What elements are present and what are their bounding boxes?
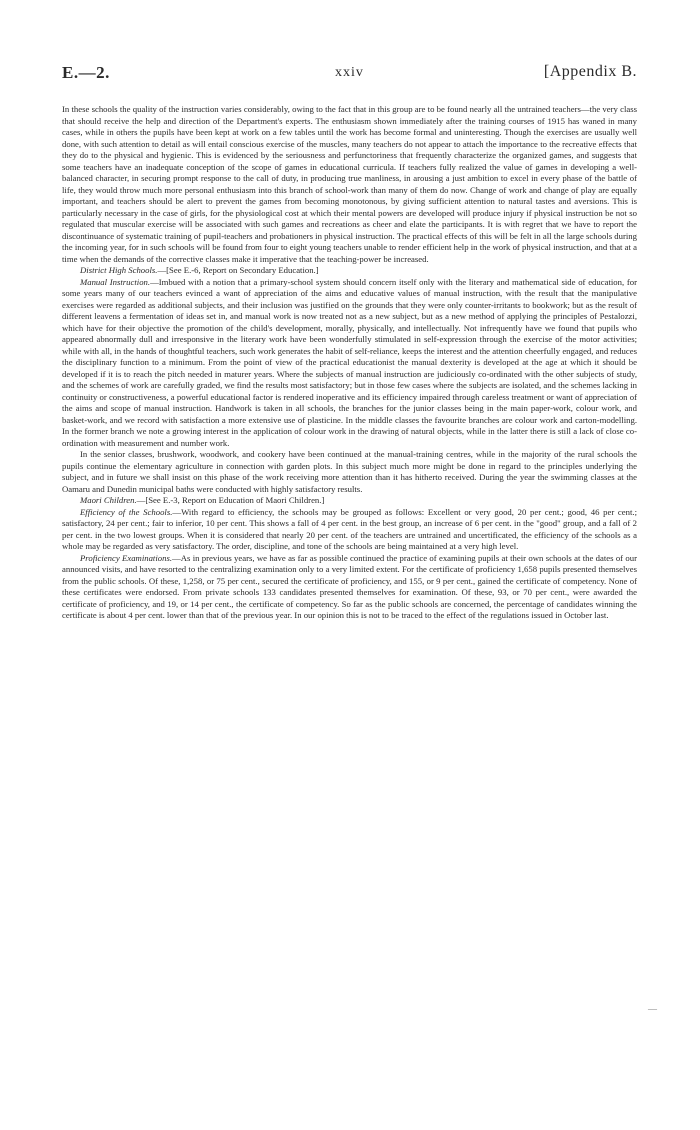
section-heading: Manual Instruction. [80,276,151,287]
section-heading: Proficiency Examinations. [80,552,173,563]
paragraph-manual-instruction: Manual Instruction.—Imbued with a notion that a primary-school system should concern itself only with the literary and mathematical side of education, for some years many of our teachers evinced a want of appreciation of the aims and educative values of manual instruction, with the result that the manipulative exercises were regarded as additional subjects, and their inclusion was justified on the grounds that they were only counter-irritants to bookwork; but as the result of different leavens a fermentation of ideas set in, and manual work is now treated not as a new subject, but as a new method of applying the principles of Pestalozzi, which have for their objective the promotion of the child's development, morally, physically, and intellectually. Not infrequently have we found that pupils who appeared abnormally dull and irresponsive in the literary work have been wonderfully stimulated in self-expression through the exercise of the motor activities; while with all, in the hands of thoughtful teachers, such work generates the habit of self-reliance, keeps the interest and the attention cheerfully engaged, and reduces the disciplinary function to a minimum. From the point of view of the practical educationist the manual dexterity is developed at the age at which it should be developed if it is to reach the pitch needed in maturer years. Where the subjects of manual instruction are judiciously co-ordinated with the other subjects of study, and the schemes of work are carefully graded, we find the results most satisfactory; but in those few cases where the subjects are isolated, and the schemes lacking in continuity or constructiveness, a powerful educational factor is rendered inoperative and its efficiency impaired through careless treatment or want of appreciation of the aims and scope of manual instruction. Handwork is taken in all schools, the branches for the junior classes being in the main paper-work, colour work, and basket-work, and we record with satisfaction a more extensive use of plasticine. In the middle classes the favourite branches are colour work and carton-modelling. In the former branch we note a growing interest in the application of colour work in the drawing of natural objects, while in the latter there is still a lack of close co-ordination with measurement and number work. [62,276,638,448]
report-code: E.—2. [62,63,110,82]
paragraph-senior-classes: In the senior classes, brushwork, woodwork, and cookery have been continued at the manual-training centres, while in the majority of the rural schools the pupils continue the elementary agriculture in connection with garden plots. In this subject much more might be done in regard to the principles underlying the subject, and in future we shall insist on this phase of the work receiving more attention than it has hitherto received. During the year the swimming classes at the Oamaru and Dunedin municipal baths were conducted with highly satisfactory results. [62,449,637,494]
section-heading: District High Schools. [80,265,158,275]
margin-mark: — [648,1004,657,1014]
paragraph-district-high-schools: District High Schools.—[See E.-6, Report on Secondary Education.] [80,265,319,275]
page-number: xxiv [335,65,364,80]
appendix-label: [Appendix B. [543,63,637,80]
page-header [62,63,637,87]
paragraph-maori-children: Maori Children.—[See E.-3, Report on Education of Maori Children.] [80,495,325,505]
paragraph-proficiency-examinations: Proficiency Examinations.—As in previous years, we have as far as possible continued the practice of examining pupils at their own schools at the dates of our announced visits, and have resorted to the centralizing examination only to a very limited extent. For the certificate of proficiency 1,658 pupils presented themselves from the public schools. Of these, 1,258, or 75 per cent., secured the certificate of proficiency, and 155, or 9 per cent., gained the certificate of competency. None of these certificates were endorsed. From private schools 133 candidates presented themselves for examination. Of these, 93, or 70 per cent., were awarded the certificate of proficiency, and 19, or 14 per cent., the certificate of competency. So far as the public schools are concerned, the percentage of candidates winning the certificate is about 4 per cent. lower than that of the previous year. In our opinion this is not to be traced to the effect of the regulations issued in October last. [62,552,637,620]
report-body [62,104,637,622]
section-heading: Maori Children. [80,495,137,505]
paragraph-physical-instruction: In these schools the quality of the instruction varies considerably, owing to the fact that in this group are to be found nearly all the untrained teachers—the very class that should receive the help and direction of the Department's experts. The enthusiasm shown immediately after the training courses of 1915 has waned in many cases, while in others the pupils have been kept at work on a few tables until the work has become formal and uninteresting. Though the exercises are usually well done, with such attention to detail as will entail conscious exercise of the muscles, many teachers do not appear to attach the importance to the recreative effects that they do to the physical and hygienic. This is evidenced by the seriousness and perfunctoriness that frequently characterize the organized games, and suggests that some teachers have an inadequate conception of the scope of games in educational curricula. If teachers fully realized the value of games in developing a well-balanced character, in securing prompt response to the call of duty, in producing true manliness, in arousing a just ambition to excel in every phase of the battle of life, they would throw much more personal enthusiasm into this branch of school-work than many of them do now. Change of work and change of play are equally important, and teachers should be alert to prevent the games from becoming monotonous, by giving sufficient attention to natural tastes and aversions. This is particularly necessary in the case of girls, for the physiological cost at which their mental powers are developed will produce injury if physical instruction be not so regulated that muscular exercise will be associated with such games and recreations as cheer and elate the participants. It is with regret that we have to report the discontinuance of systematic training of pupil-teachers and probationers in physical instruction. The practical effects of this will be felt in all the large schools during the incoming year, for in such schools will be found from four to eight young teachers unable to render efficient help in the work of physical instruction, and that at a time when the demands of the corrective classes make it imperative that the teaching-power be increased. [62,104,637,264]
section-heading: Efficiency of the Schools. [80,506,173,517]
paragraph-efficiency: Efficiency of the Schools.—With regard to efficiency, the schools may be grouped as follows: Excellent or very good, 20 per cent.; good, 46 per cent.; satisfactory, 24 per cent.; fair to inferior, 10 per cent. This shows a fall of 4 per cent. in the best group, an increase of 6 per cent. in the "good" group, and a fall of 2 per cent. in the two lowest groups. When it is considered that nearly 20 per cent. of the teachers are untrained and uncertificated, the efficiency of the schools as a whole may be regarded as very satisfactory. The order, discipline, and tone of the schools are being maintained at a very high level. [62,506,637,551]
